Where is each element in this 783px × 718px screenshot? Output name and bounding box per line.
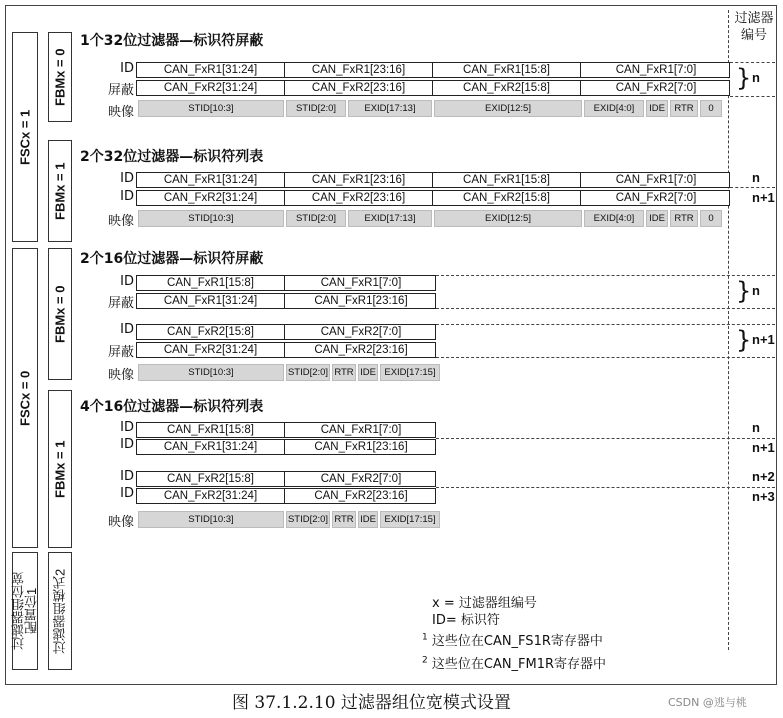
s3-filter-number-1: n [752, 283, 760, 298]
s3-mask-b-register: CAN_FxR2[31:24] CAN_FxR2[23:16] [136, 342, 436, 358]
fbm-label-s2: FBMx = 1 [52, 162, 68, 220]
s4-id3-register: CAN_FxR2[15:8] CAN_FxR2[7:0] [136, 471, 436, 487]
fbm-label-s1: FBMx = 0 [52, 48, 68, 106]
fbm-label-s3: FBMx = 0 [52, 285, 68, 343]
s1-mask-register: CAN_FxR2[31:24] CAN_FxR2[23:16] CAN_FxR2[15:8] CAN_FxR2[7:0] [136, 80, 730, 96]
s1-brace: } [736, 64, 752, 92]
s3-id-b-label: ID [120, 322, 134, 337]
s1-dash-top [730, 62, 775, 63]
s1-filter-number: n [752, 70, 760, 85]
s4-id2-label: ID [120, 437, 134, 452]
s1-dash-bottom [730, 96, 775, 97]
section3-title: 2个16位过滤器—标识符屏蔽 [80, 251, 264, 267]
width-config-label: 过滤器组位宽 配置位1 [11, 572, 39, 650]
legend-fm1r: $^2$ 这些位在CAN_FM1R寄存器中 [422, 655, 607, 672]
s4-id1-label: ID [120, 420, 134, 435]
s3-map-label: 映像 [107, 368, 134, 383]
s2-id1-register: CAN_FxR1[31:24] CAN_FxR1[23:16] CAN_FxR1[15:8] CAN_FxR1[7:0] [136, 172, 730, 188]
figure-caption: 图 37.1.2.10 过滤器组位宽模式设置 [232, 693, 511, 713]
s2-id1-label: ID [120, 171, 134, 186]
s4-mapping: STID[10:3] STID[2:0] RTR IDE EXID[17:15] [138, 511, 440, 528]
s4-map-label: 映像 [107, 515, 134, 530]
s3-brace-b: } [736, 326, 752, 354]
s3-dash-b-top [436, 324, 775, 325]
s1-id-register: CAN_FxR1[31:24] CAN_FxR1[23:16] CAN_FxR1[15:8] CAN_FxR1[7:0] [136, 62, 730, 78]
mode-config-label: 过滤器组模式2 [52, 568, 68, 654]
s3-dash-b-bottom [436, 357, 775, 358]
s3-mask-a-label: 屏蔽 [107, 296, 134, 311]
s4-filter-number-2: n+1 [752, 440, 775, 455]
s3-id-b-register: CAN_FxR2[15:8] CAN_FxR2[7:0] [136, 324, 436, 340]
s2-id2-register: CAN_FxR2[31:24] CAN_FxR2[23:16] CAN_FxR2[15:8] CAN_FxR2[7:0] [136, 190, 730, 206]
s3-dash-a-top [436, 275, 775, 276]
s3-mapping: STID[10:3] STID[2:0] RTR IDE EXID[17:15] [138, 364, 440, 381]
s3-mask-a-register: CAN_FxR1[31:24] CAN_FxR1[23:16] [136, 293, 436, 309]
s4-filter-number-4: n+3 [752, 489, 775, 504]
s4-id1-register: CAN_FxR1[15:8] CAN_FxR1[7:0] [136, 422, 436, 438]
s2-filter-number-2: n+1 [752, 190, 775, 205]
s3-id-a-register: CAN_FxR1[15:8] CAN_FxR1[7:0] [136, 275, 436, 291]
s2-id2-label: ID [120, 189, 134, 204]
s4-dash-2 [436, 487, 775, 488]
filter-number-divider [728, 10, 729, 650]
s2-dash [730, 187, 775, 188]
s3-mask-b-label: 屏蔽 [107, 345, 134, 360]
s2-filter-number-1: n [752, 170, 760, 185]
s4-filter-number-3: n+2 [752, 469, 775, 484]
s3-dash-a-bottom [436, 308, 775, 309]
section4-title: 4个16位过滤器—标识符列表 [80, 399, 264, 415]
s2-map-label: 映像 [107, 214, 134, 229]
fscx0-label: FSCx = 0 [17, 370, 33, 426]
s4-id4-label: ID [120, 486, 134, 501]
s3-id-a-label: ID [120, 274, 134, 289]
watermark: CSDN @逃与桃 [668, 696, 747, 709]
filter-number-header: 过滤器 编号 [734, 11, 774, 43]
s3-filter-number-2: n+1 [752, 332, 775, 347]
section1-title: 1个32位过滤器—标识符屏蔽 [80, 33, 264, 49]
s4-id4-register: CAN_FxR2[31:24] CAN_FxR2[23:16] [136, 488, 436, 504]
legend-fs1r: $^1$ 这些位在CAN_FS1R寄存器中 [422, 632, 603, 649]
s1-map-label: 映像 [107, 105, 134, 120]
legend-x: x = 过滤器组编号 [432, 596, 537, 611]
s1-id-label: ID [120, 61, 134, 76]
s4-id2-register: CAN_FxR1[31:24] CAN_FxR1[23:16] [136, 439, 436, 455]
s1-mask-label: 屏蔽 [107, 83, 134, 98]
s3-brace-a: } [736, 277, 752, 305]
fscx1-label: FSCx = 1 [17, 109, 33, 165]
s4-dash-1 [436, 438, 775, 439]
legend-id: ID= 标识符 [432, 613, 500, 628]
section2-title: 2个32位过滤器—标识符列表 [80, 149, 264, 165]
s2-mapping: STID[10:3] STID[2:0] EXID[17:13] EXID[12:5] EXID[4:0] IDE RTR 0 [138, 210, 722, 227]
fbm-label-s4: FBMx = 1 [52, 440, 68, 498]
s1-mapping: STID[10:3] STID[2:0] EXID[17:13] EXID[12:5] EXID[4:0] IDE RTR 0 [138, 100, 722, 117]
s4-filter-number-1: n [752, 420, 760, 435]
s4-id3-label: ID [120, 469, 134, 484]
